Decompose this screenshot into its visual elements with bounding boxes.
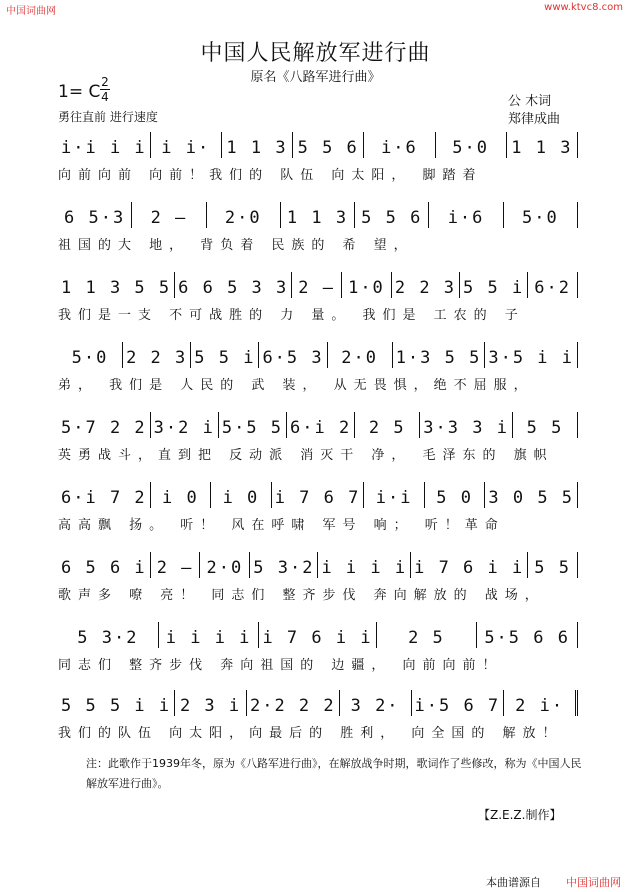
note-row [58,480,578,508]
maker-credit: 【Z.E.Z.制作】 [478,808,562,822]
measure: 5 0 [425,482,486,508]
measure: 6·5 3 [259,342,327,368]
time-signature-top: 2 [101,75,109,89]
lyric-line: 我们的队伍 向太阳，向最后的 胜利， 向全国的 解放！ [58,726,563,741]
note-row [58,550,578,578]
lyric-line: 弟， 我们是 人民的 武 装， 从无畏惧，绝不屈服， [58,378,534,393]
measure: 6 5 6 i [58,552,151,578]
measure: 1 1 3 [281,202,355,228]
measure: 5 5 6 [293,132,364,158]
measure: 5·5 6 6 [477,622,578,648]
time-signature [100,76,110,103]
measure: 5 5 5 i i [58,690,175,716]
measure: 6·2 [528,272,578,298]
measure: 5·7 2 2 [58,412,151,438]
measure: i 0 [151,482,212,508]
measure: 5·0 [436,132,507,158]
measure: 2 5 [377,622,478,648]
song-title: 中国人民解放军进行曲 [200,41,431,66]
measure: i 7 6 i i [411,552,528,578]
measure: 2 5 [355,412,420,438]
note-row [58,340,578,368]
measure: i·6 [364,132,435,158]
measure: 2 – [151,552,201,578]
measure: 1·0 [342,272,392,298]
measure: i·6 [429,202,503,228]
measure: 3·2 i [151,412,219,438]
lyric-line: 祖国的大 地， 背负着 民族的 希 望， [58,238,414,253]
measure: 1 1 3 [222,132,293,158]
measure: 5·0 [504,202,578,228]
measure: 3 2· [340,690,412,716]
measure: i i i i [318,552,411,578]
note-row [58,130,578,158]
measure: 2·0 [200,552,250,578]
measure: i 7 6 i i [259,622,376,648]
note-row [58,200,578,228]
measure: i·5 6 7 [412,690,505,716]
measure: 6·i 2 [287,412,355,438]
watermark-site-left: 中国词曲网 [6,6,56,17]
measure: 6 5·3 [58,202,132,228]
lyric-line: 英勇战斗，直到把 反动派 消灭干 净， 毛泽东的 旗帜 [58,448,554,463]
measure: 5·5 5 [219,412,287,438]
measure: 5 5 i [460,272,528,298]
note-row [58,620,578,648]
measure: 2 – [132,202,206,228]
tempo-marking: 勇往直前 进行速度 [58,110,158,124]
measure: 3 0 5 5 [485,482,578,508]
measure: i·i i i [58,132,151,158]
lyric-line: 高高飘 扬。 听！ 风在呼啸 军号 响； 听！革命 [58,518,505,533]
measure: i·i [364,482,425,508]
measure: 2 2 3 [392,272,460,298]
measure: 1 1 3 5 5 [58,272,175,298]
measure: i 0 [211,482,272,508]
measure: 2 3 i [175,690,247,716]
watermark-site-right: www.ktvc8.com [544,2,623,13]
measure: 1·3 5 5 [393,342,486,368]
measure: 1 1 3 [507,132,578,158]
measure: 6 6 5 3 3 [175,272,292,298]
lyric-line: 向前向前 向前！我们的 队伍 向太阳， 脚踏着 [58,168,483,183]
measure: 2 – [292,272,342,298]
measure: 2·2 2 2 [247,690,340,716]
source-label: 本曲谱源自 [486,876,541,889]
measure: 3·3 3 i [420,412,513,438]
measure: i i i i [159,622,260,648]
measure: 5 5 [528,552,578,578]
measure: 2·0 [207,202,281,228]
measure: 5 5 i [191,342,259,368]
time-signature-bottom: 4 [101,90,109,104]
measure: 5 5 6 [355,202,429,228]
song-subtitle: 原名《八路军进行曲》 [250,70,381,85]
note-row [58,270,578,298]
footnote: 注：此歌作于1939年冬，原为《八路军进行曲》，在解放战争时期，歌词作了些修改，称为《中国人民解放军进行曲》。 [86,757,582,790]
measure: 3·5 i i [485,342,578,368]
measure: i i· [151,132,222,158]
note-row [58,410,578,438]
measure: 5·0 [58,342,123,368]
measure: i 7 6 7 [272,482,365,508]
measure: 5 3·2 [250,552,318,578]
lyricist-credit: 公 木词 [508,94,552,109]
measure: 2 i· [504,690,578,716]
measure: 2·0 [328,342,393,368]
measure: 2 2 3 [123,342,191,368]
measure: 5 5 [513,412,578,438]
lyric-line: 歌声多 嘹 亮！ 同志们 整齐步伐 奔向解放的 战场， [58,588,545,603]
source-site: 中国词曲网 [566,876,621,889]
lyric-line: 同志们 整齐步伐 奔向祖国的 边疆， 向前向前！ [58,658,503,673]
key-signature: 1= C [58,82,101,102]
note-row [58,688,578,716]
measure: 5 3·2 [58,622,159,648]
measure: 6·i 7 2 [58,482,151,508]
composer-credit: 郑律成曲 [508,112,561,127]
lyric-line: 我们是一支 不可战胜的 力 量。 我们是 工农的 子 [58,308,525,323]
